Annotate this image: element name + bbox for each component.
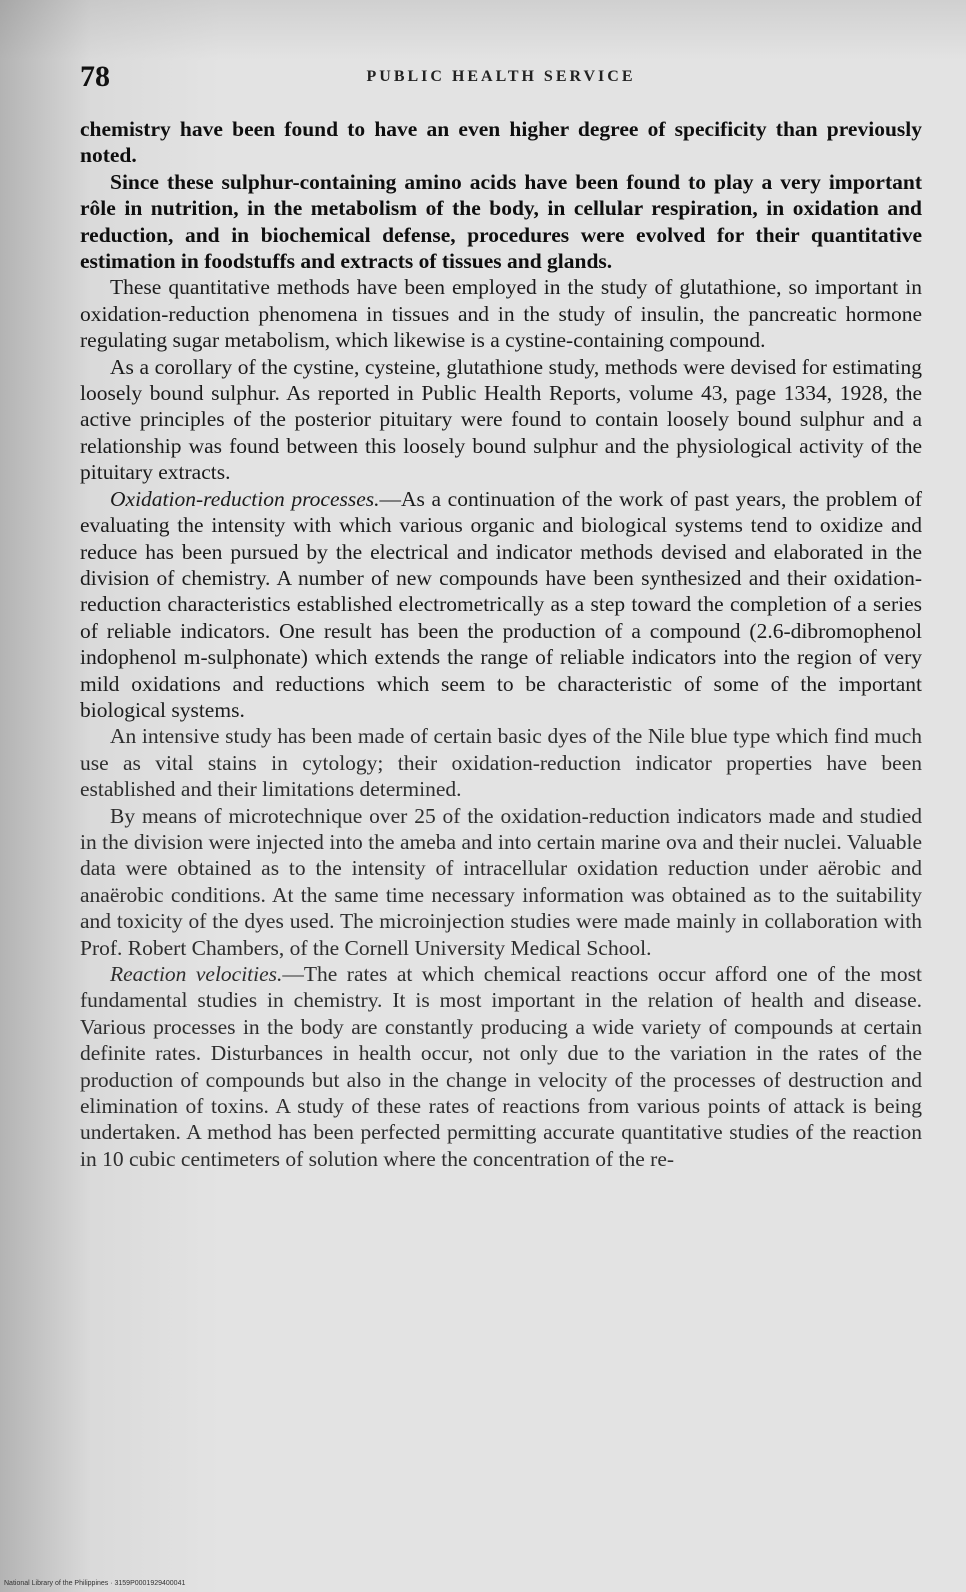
- paragraph-quantitative-methods: These quantitative methods have been employed in the study of glutathione, so important in oxidation-reduction phenomena in tissues and in the study of insulin, the pancreatic hormone regulating sugar metabolism, which likewise is a cystine-containing compound.: [80, 275, 922, 353]
- sidehead-oxidation-reduction: Oxidation-reduction processes.: [110, 486, 380, 511]
- paragraph-nile-blue-dyes: An intensive study has been made of certain basic dyes of the Nile blue type which find much use as vital stains in cytology; their oxidation-reduction indicator properties have been established and their limitations determined.: [80, 724, 922, 802]
- paragraph-oxidation-reduction: Oxidation-reduction processes.—As a continuation of the work of past years, the problem of evaluating the intensity with which various organic and biological systems tend to oxidize and reduce has been pursued by the electrical and indicator methods devised and elaborated in the division of chemistry. A number of new compounds have been synthesized and their oxidation-reduction characteristics established electrometrically as a step toward the completion of a series of reliable indicators. One result has been the production of a compound (2.6-dibromophenol indophenol m-sulphonate) which extends the range of reliable indicators into the region of very mild oxidations and reductions which seem to be characteristic of some of the important biological systems.: [80, 486, 922, 722]
- document-page: [80, 60, 922, 1172]
- paragraph-reaction-velocities: Reaction velocities.—The rates at which chemical reactions occur afford one of the most fundamental studies in chemistry. It is most important in the relation of health and disease. Various processes in the body are constantly producing a wide variety of compounds at certain definite rates. Disturbances in health occur, not only due to the variation in the rates of the production of compounds but also in the change in velocity of the processes of destruction and elimination of toxins. A study of these rates of reactions from various points of attack is being undertaken. A method has been perfected permitting accurate quantitative studies of the reaction in 10 cubic centimeters of solution where the concentration of the re-: [80, 962, 922, 1171]
- page-number: 78: [80, 60, 110, 93]
- paragraph-continuation: chemistry have been found to have an even higher degree of specificity than previously noted.: [80, 117, 922, 168]
- running-title: PUBLIC HEALTH SERVICE: [366, 68, 636, 85]
- sidehead-reaction-velocities: Reaction velocities.: [110, 962, 283, 986]
- library-credit: National Library of the Philippines · 3159P0001929400041: [4, 1580, 186, 1587]
- body-text: [80, 116, 922, 1172]
- paragraph-sulphur-amino-acids: Since these sulphur-containing amino acids have been found to play a very important rôle in nutrition, in the metabolism of the body, in cellular respiration, in oxidation and reduction, and in biochemical defense, procedures were evolved for their quantitative estimation in foodstuffs and extracts of tissues and glands.: [80, 169, 922, 274]
- running-head: [80, 60, 922, 96]
- paragraph-loosely-bound-sulphur: As a corollary of the cystine, cysteine, glutathione study, methods were devised for estimating loosely bound sulphur. As reported in Public Health Reports, volume 43, page 1334, 1928, the active principles of the posterior pituitary were found to contain loosely bound sulphur and a relationship was found between this loosely bound sulphur and the physiological activity of the pituitary extracts.: [80, 354, 922, 485]
- paragraph-microtechnique: By means of microtechnique over 25 of the oxidation-reduction indicators made and studied in the division were injected into the ameba and into certain marine ova and their nuclei. Valuable data were obtained as to the intensity of intracellular oxidation reduction under aërobic and anaërobic conditions. At the same time necessary information was obtained as to the suitability and toxicity of the dyes used. The microinjection studies were made mainly in collaboration with Prof. Robert Chambers, of the Cornell University Medical School.: [80, 803, 922, 960]
